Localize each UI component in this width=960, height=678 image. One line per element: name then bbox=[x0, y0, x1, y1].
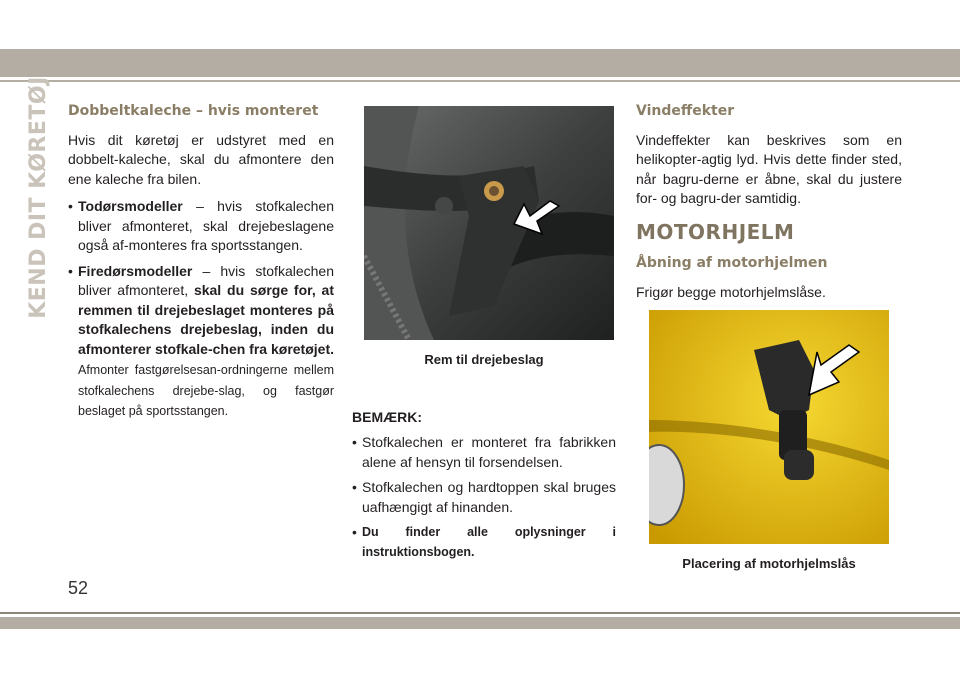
spacer bbox=[352, 370, 616, 408]
note-text: Stofkalechen er monteret fra fabrikken alene af hensyn til forsendelsen. bbox=[362, 434, 616, 470]
column-right bbox=[636, 102, 902, 574]
note-text: Stofkalechen og hardtoppen skal bruges uafhængigt af hinanden. bbox=[362, 479, 616, 515]
heading-dual-top: Dobbeltkaleche – hvis monteret bbox=[68, 103, 319, 119]
figure-caption: Rem til drejebeslag bbox=[424, 352, 544, 367]
note-item bbox=[352, 433, 616, 472]
bullet-two-door bbox=[68, 197, 334, 256]
bullet-body: – hvis stofkalechen bliver afmonteret, bbox=[78, 262, 334, 298]
hood-paragraph: Frigør begge motorhjelmslåse. bbox=[636, 283, 826, 300]
section-tab bbox=[23, 75, 53, 319]
bullet-dot: • bbox=[68, 262, 73, 279]
heading-hood-open: Åbning af motorhjelmen bbox=[636, 255, 828, 271]
heading-wind: Vindeffekter bbox=[636, 103, 735, 119]
column-middle bbox=[352, 106, 616, 568]
page-number: 52 bbox=[68, 578, 89, 598]
section-tab-label: KEND DIT KØRETØJ bbox=[25, 75, 51, 319]
bullet-text bbox=[78, 262, 334, 422]
photo-strap bbox=[364, 106, 614, 340]
note-title: BEMÆRK: bbox=[352, 408, 422, 425]
bullet-emphasis: skal du sørge for, at remmen til drejebeslaget monteres på stofkalechens drejebeslag, inden du afmonterer stofkale-chen fra køretøjet. bbox=[78, 282, 334, 357]
figure-hood-latch bbox=[636, 310, 902, 574]
bullet-small-text: Afmonter fastgørelsesan-ordningerne mellem stofkalechens drejebe-slag, og fastgør beslaget på sportsstangen. bbox=[78, 363, 334, 418]
intro-paragraph: Hvis dit køretøj er udstyret med en dobbelt-kaleche, skal du afmontere den ene kaleche fra bilen. bbox=[68, 131, 334, 187]
figure-strap bbox=[352, 106, 616, 370]
bullet-term: Firedørsmodeller bbox=[78, 262, 193, 279]
note-item bbox=[352, 478, 616, 517]
column-left bbox=[68, 102, 334, 428]
bullet-four-door bbox=[68, 262, 334, 422]
strap-illustration bbox=[364, 106, 614, 340]
header-band bbox=[0, 49, 960, 77]
wind-paragraph: Vindeffekter kan beskrives som en helikopter-agtig lyd. Hvis dette finder sted, når bagru-derne er åbne, skal du justere for- og bagru-der samtidig. bbox=[636, 131, 902, 206]
bullet-text bbox=[78, 197, 334, 256]
bullet-dot: • bbox=[352, 524, 357, 540]
hood-latch-illustration bbox=[649, 310, 889, 544]
heading-hood: MOTORHJELM bbox=[636, 219, 795, 244]
bullet-dot: • bbox=[352, 479, 357, 495]
note-text-bold: Du finder alle oplysninger i instruktionsbogen. bbox=[362, 525, 616, 559]
photo-hood-latch bbox=[649, 310, 889, 544]
figure-caption: Placering af motorhjelmslås bbox=[682, 556, 856, 571]
footer-rule bbox=[0, 612, 960, 614]
bullet-body: – hvis stofkalechen bliver afmonteret, skal drejebeslagene også af-monteres fra sportsstangen. bbox=[78, 198, 334, 253]
bullet-term: Todørsmodeller bbox=[78, 198, 183, 214]
header-rule bbox=[0, 80, 960, 82]
bullet-dot: • bbox=[68, 198, 73, 214]
footer-band bbox=[0, 617, 960, 629]
note-item bbox=[352, 523, 616, 562]
bullet-dot: • bbox=[352, 434, 357, 450]
